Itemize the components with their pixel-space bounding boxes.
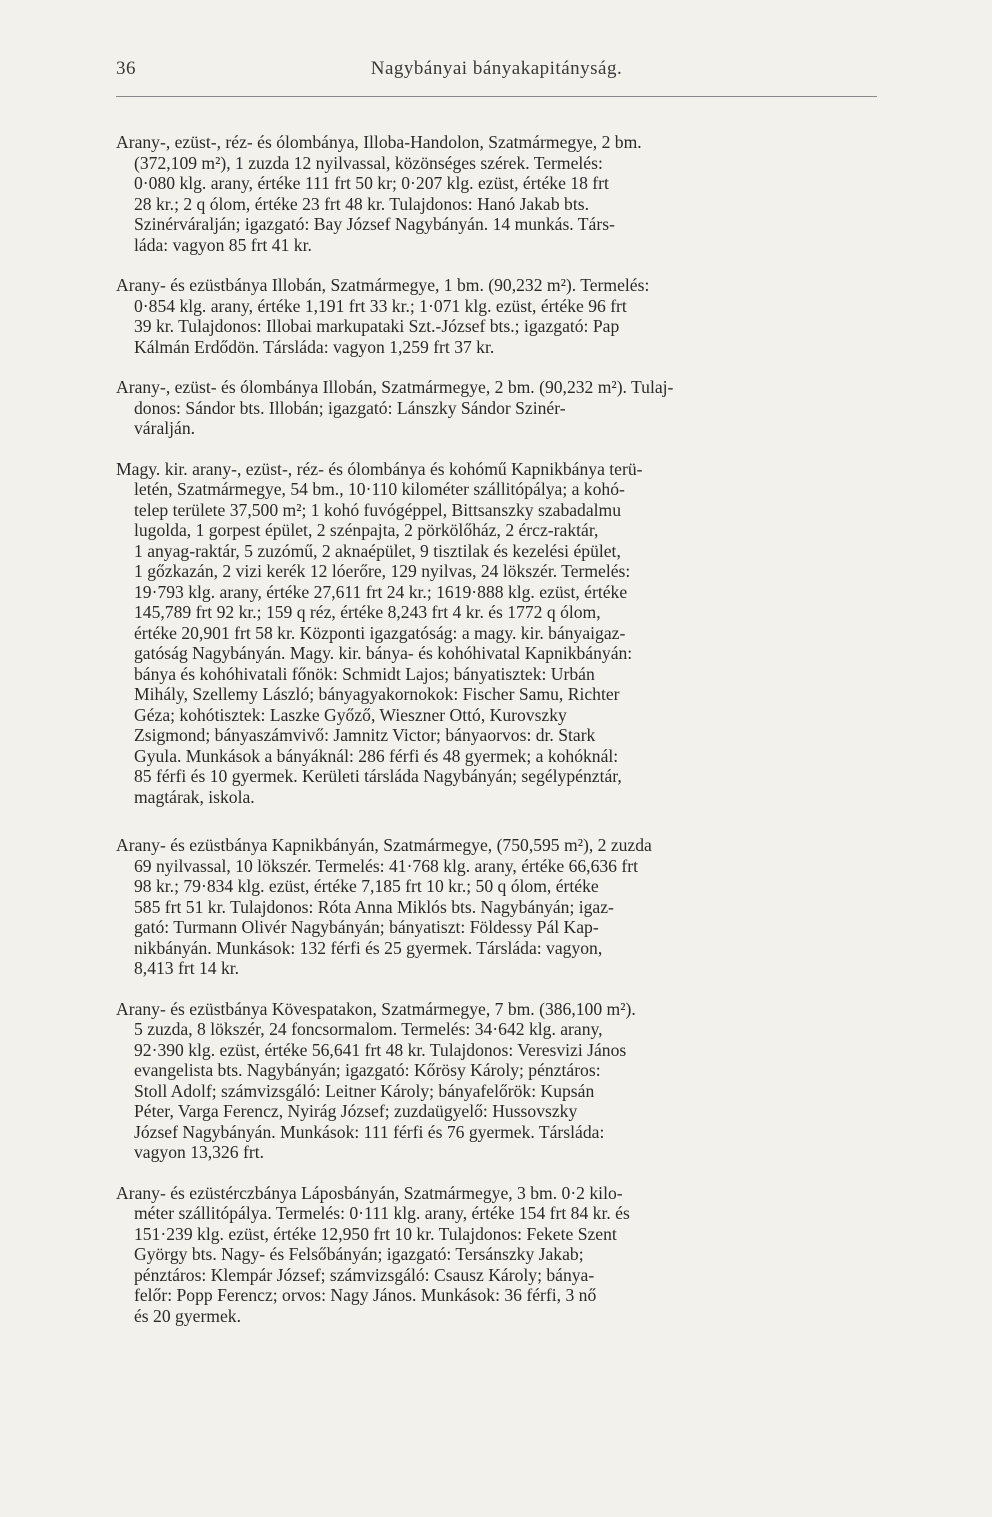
entry-line: 92·390 klg. ezüst, értéke 56,641 frt 48 kr. Tulajdonos: Veresvizi János [134,1039,627,1060]
entry-line: Arany- és ezüstbánya Kövespatakon, Szatmármegye, 7 bm. (386,100 m²). [116,998,636,1019]
entry-line: láda: vagyon 85 frt 41 kr. [134,234,312,255]
entry-line: Kálmán Erdődön. Társláda: vagyon 1,259 frt 37 kr. [134,336,495,357]
entry-line: József Nagybányán. Munkások: 111 férfi és 76 gyermek. Társláda: [134,1121,605,1142]
entry-line: Arany-, ezüst-, réz- és ólombánya, Illoba-Handolon, Szatmármegye, 2 bm. [116,132,642,152]
entry-line: váralján. [134,418,196,438]
entry-line: vagyon 13,326 frt. [134,1142,264,1162]
entry-line: György bts. Nagy- és Felsőbányán; igazgató: Tersánszky Jakab; [134,1244,584,1264]
entry-line: 1 gőzkazán, 2 vizi kerék 12 lóerőre, 129 nyilvas, 24 lökszér. Termelés: [134,561,631,581]
entry-line: méter szállitópálya. Termelés: 0·111 klg. arany, értéke 154 frt 84 kr. és [134,1203,630,1223]
entry-line: Arany- és ezüstbánya Kapnikbányán, Szatmármegye, (750,595 m²), 2 zuzda [116,835,652,855]
entry-line: Arany-, ezüst- és ólombánya Illobán, Szatmármegye, 2 bm. (90,232 m²). Tulaj- [116,377,674,397]
entry-line: 585 frt 51 kr. Tulajdonos: Róta Anna Miklós bts. Nagybányán; igaz- [134,896,614,917]
entry-line: nikbányán. Munkások: 132 férfi és 25 gyermek. Társláda: vagyon, [134,937,603,958]
entry-line: 1 anyag-raktár, 5 zuzómű, 2 aknaépület, 9 tisztilak és kezelési épület, [134,540,621,561]
entry-line: gató: Turmann Olivér Nagybányán; bányatiszt: Földessy Pál Kap- [134,917,599,937]
entry-line: 98 kr.; 79·834 klg. ezüst, értéke 7,185 frt 10 kr.; 50 q ólom, értéke [134,876,599,896]
entry-line: 145,789 frt 92 kr.; 159 q réz, értéke 8,243 frt 4 kr. és 1772 q ólom, [134,602,601,622]
entry-line: 5 zuzda, 8 lökszér, 24 foncsormalom. Termelés: 34·642 klg. arany, [134,1019,603,1039]
entries-list [116,132,877,1326]
entry-line: Mihály, Szellemy László; bányagyakornokok: Fischer Samu, Richter [134,684,620,704]
entry-line: (372,109 m²), 1 zuzda 12 nyilvassal, közönséges szérek. Termelés: [134,152,603,173]
entry-line: 8,413 frt 14 kr. [134,958,240,978]
entry-line: donos: Sándor bts. Illobán; igazgató: Lánszky Sándor Szinér- [134,397,566,418]
entry-line: Szinérváralján; igazgató: Bay József Nagybányán. 14 munkás. Társ- [134,214,615,234]
entry-line: gatóság Nagybányán. Magy. kir. bánya- és kohóhivatal Kapnikbányán: [134,643,633,663]
page-header [116,58,877,82]
entry-kapnikbanya-private [116,835,877,979]
entry-line: 0·080 klg. arany, értéke 111 frt 50 kr; 0·207 klg. ezüst, értéke 18 frt [134,173,609,193]
entry-line: értéke 20,901 frt 58 kr. Központi igazgatóság: a magy. kir. bányaigaz- [134,622,626,643]
entry-line: 151·239 klg. ezüst, értéke 12,950 frt 10 kr. Tulajdonos: Fekete Szent [134,1223,617,1244]
header-rule [116,96,877,97]
entry-line: lugolda, 1 gorpest épület, 2 szénpajta, 2 pörkölőház, 2 ércz-raktár, [134,520,599,540]
entry-line: Stoll Adolf; számvizsgáló: Leitner Károly; bányafelőrök: Kupsán [134,1080,595,1101]
entry-line: telep területe 37,500 m²; 1 kohó fuvógéppel, Bittsanszky szabadalmu [134,499,622,520]
entry-illoba-1 [116,275,877,357]
entry-line: Magy. kir. arany-, ezüst-, réz- és ólombánya és kohómű Kapnikbánya terü- [116,458,643,479]
entry-line: 28 kr.; 2 q ólom, értéke 23 frt 48 kr. Tulajdonos: Hanó Jakab bts. [134,193,589,214]
entry-line: pénztáros: Klempár József; számvizsgáló: Csausz Károly; bánya- [134,1264,595,1285]
entry-line: Gyula. Munkások a bányáknál: 286 férfi és 48 gyermek; a kohóknál: [134,745,619,766]
entry-laposbanya [116,1183,877,1327]
entry-line: és 20 gyermek. [134,1305,241,1326]
entry-line: Arany- és ezüstbánya Illobán, Szatmármegye, 1 bm. (90,232 m²). Termelés: [116,275,650,295]
entry-line: Zsigmond; bányaszámvivő: Jamnitz Victor; bányaorvos: dr. Stark [134,725,596,745]
entry-line: felőr: Popp Ferencz; orvos: Nagy János. Munkások: 36 férfi, 3 nő [134,1285,597,1305]
entry-line: 69 nyilvassal, 10 lökszér. Termelés: 41·768 klg. arany, értéke 66,636 frt [134,855,638,876]
entry-kovespatak [116,999,877,1163]
entry-line: magtárak, iskola. [134,786,255,807]
entry-kapnikbanya-state [116,459,877,808]
entry-line: Arany- és ezüstérczbánya Láposbányán, Szatmármegye, 3 bm. 0·2 kilo- [116,1182,623,1203]
entry-line: Géza; kohótisztek: Laszke Győző, Wieszner Ottó, Kurovszky [134,704,567,725]
entry-line: Péter, Varga Ferencz, Nyirág József; zuzdaügyelő: Hussovszky [134,1101,578,1121]
entry-line: 19·793 klg. arany, értéke 27,611 frt 24 kr.; 1619·888 klg. ezüst, értéke [134,581,628,602]
entry-line: letén, Szatmármegye, 54 bm., 10·110 kilométer szállitópálya; a kohó- [134,479,625,499]
entry-line: 39 kr. Tulajdonos: Illobai markupataki Szt.-József bts.; igazgató: Pap [134,316,620,336]
running-title: Nagybányai bányakapitányság. [370,58,623,79]
entry-line: evangelista bts. Nagybányán; igazgató: Kőrösy Károly; pénztáros: [134,1060,601,1080]
page-number: 36 [116,58,136,79]
entry-illoba-handol [116,132,877,255]
entry-illoba-2 [116,377,877,439]
entry-line: 0·854 klg. arany, értéke 1,191 frt 33 kr.; 1·071 klg. ezüst, értéke 96 frt [134,295,627,316]
entry-line: bánya és kohóhivatali főnök: Schmidt Lajos; bányatisztek: Urbán [134,663,595,684]
entry-line: 85 férfi és 10 gyermek. Kerületi társláda Nagybányán; segélypénztár, [134,766,622,786]
